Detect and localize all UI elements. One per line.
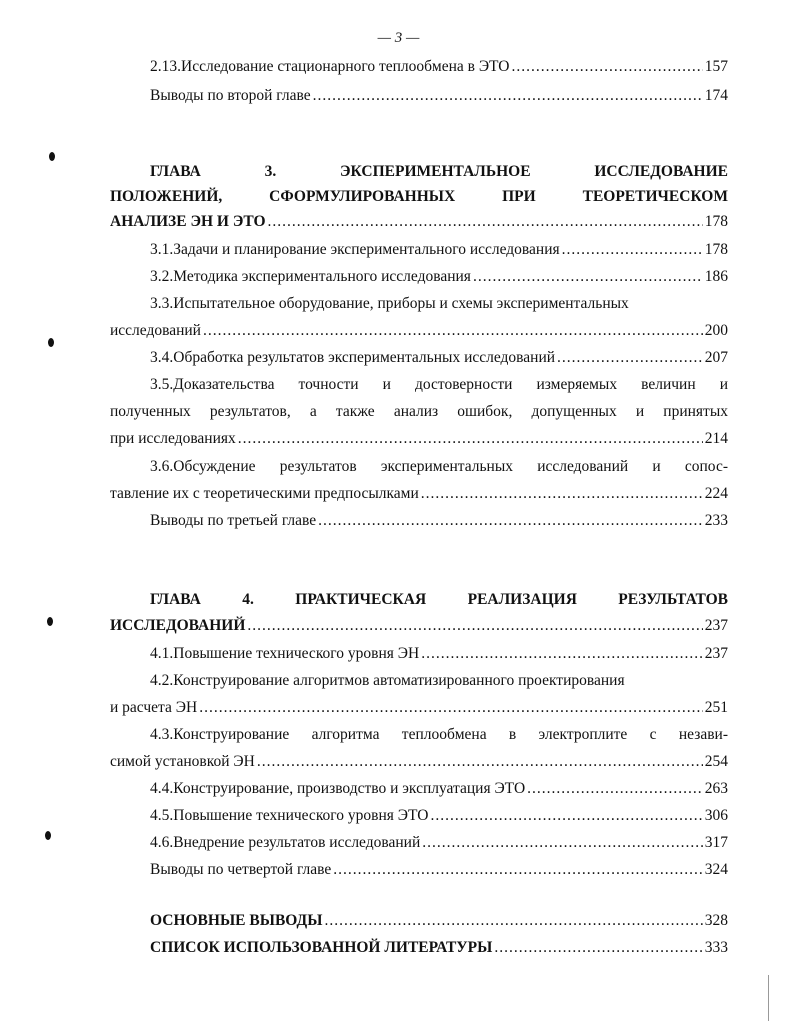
toc-page-number: 233	[704, 512, 728, 529]
dot-leader	[422, 831, 702, 855]
toc-entry-title: исследований	[110, 322, 201, 339]
toc-page-number: 254	[704, 753, 728, 770]
toc-page-number: 251	[704, 699, 728, 716]
toc-entry-3-5[interactable]	[110, 427, 728, 451]
toc-entry-title: тавление их с теоретическими предпосылками	[110, 485, 419, 502]
binder-hole-mark	[45, 831, 51, 840]
toc-page-number: 328	[704, 912, 728, 929]
toc-page-number: 178	[704, 213, 728, 230]
toc-entry-title: АНАЛИЗЕ ЭН И ЭТО	[110, 213, 266, 230]
toc-entry-title: и расчета ЭН	[110, 699, 198, 716]
dot-leader	[473, 265, 703, 289]
dot-leader	[430, 804, 702, 828]
toc-entry-3-5-line-1: 3.5.Доказательства точности и достоверности измеряемых величин и	[150, 376, 728, 393]
toc-entry-4-2[interactable]	[110, 696, 728, 720]
toc-entry-title: ИССЛЕДОВАНИЙ	[110, 617, 246, 634]
binder-hole-mark	[48, 338, 54, 347]
binder-hole-mark	[49, 152, 55, 161]
dot-leader	[512, 55, 703, 79]
dot-leader	[333, 858, 703, 882]
toc-entry-title: 4.5.Повышение технического уровня ЭТО	[150, 807, 429, 824]
toc-page-number: 200	[704, 322, 728, 339]
toc-page-number: 333	[704, 939, 728, 956]
dot-leader	[557, 346, 703, 370]
chapter-3-heading-line-1: ГЛАВА 3. ЭКСПЕРИМЕНТАЛЬНОЕ ИССЛЕДОВАНИЕ	[150, 163, 728, 180]
dot-leader	[238, 427, 703, 451]
toc-entry-3-2[interactable]	[150, 265, 728, 289]
toc-entry-4-3[interactable]	[110, 750, 728, 774]
dot-leader	[494, 936, 702, 960]
toc-entry-3-5-line-2: полученных результатов, а также анализ ошибок, допущенных и принятых	[110, 403, 728, 420]
toc-entry-3-3-line-1: 3.3.Испытательное оборудование, приборы и схемы экспериментальных	[150, 295, 629, 312]
toc-entry-title: ОСНОВНЫЕ ВЫВОДЫ	[150, 912, 323, 929]
toc-page-number: 178	[704, 241, 728, 258]
toc-page-number: 263	[704, 780, 728, 797]
toc-entry-title: 3.1.Задачи и планирование экспериментального исследования	[150, 241, 560, 258]
page-number: — 3 —	[377, 30, 420, 46]
toc-entry-4-1[interactable]	[150, 642, 728, 666]
toc-entry-main-conclusions[interactable]	[150, 909, 728, 933]
toc-entry-3-6-line-1: 3.6.Обсуждение результатов экспериментальных исследований и сопос-	[150, 458, 728, 475]
toc-entry-conclusions-ch3[interactable]	[150, 509, 728, 533]
toc-page-number: 224	[704, 485, 728, 502]
toc-entry-3-6[interactable]	[110, 482, 728, 506]
dot-leader	[421, 642, 703, 666]
toc-entry-chapter-4[interactable]	[110, 614, 728, 638]
scan-edge-line	[768, 975, 769, 1021]
toc-entry-title: Выводы по третьей главе	[150, 512, 317, 529]
dot-leader	[324, 909, 702, 933]
toc-entry-2-13[interactable]	[150, 55, 728, 79]
toc-entry-4-6[interactable]	[150, 831, 728, 855]
toc-page-number: 324	[704, 861, 728, 878]
chapter-3-heading-line-2: ПОЛОЖЕНИЙ, СФОРМУЛИРОВАННЫХ ПРИ ТЕОРЕТИЧЕСКОМ	[110, 188, 728, 205]
toc-page-number: 186	[704, 268, 728, 285]
toc-entry-title: Выводы по четвертой главе	[150, 861, 332, 878]
toc-page-number: 207	[704, 349, 728, 366]
toc-entry-3-3[interactable]	[110, 319, 728, 343]
toc-entry-title: 3.4.Обработка результатов экспериментальных исследований	[150, 349, 556, 366]
dot-leader	[421, 482, 703, 506]
toc-entry-title: СПИСОК ИСПОЛЬЗОВАННОЙ ЛИТЕРАТУРЫ	[150, 939, 493, 956]
dot-leader	[247, 614, 702, 638]
chapter-4-heading-line-1: ГЛАВА 4. ПРАКТИЧЕСКАЯ РЕАЛИЗАЦИЯ РЕЗУЛЬТАТОВ	[150, 591, 728, 608]
toc-page-number: 306	[704, 807, 728, 824]
dot-leader	[313, 84, 703, 108]
toc-entry-4-2-line-1: 4.2.Конструирование алгоритмов автоматизированного проектирования	[150, 672, 625, 689]
toc-entry-chapter-3[interactable]	[110, 210, 728, 234]
toc-entry-title: 4.4.Конструирование, производство и эксплуатация ЭТО	[150, 780, 526, 797]
dot-leader	[562, 238, 703, 262]
toc-entry-title: 4.1.Повышение технического уровня ЭН	[150, 645, 420, 662]
toc-page-number: 317	[704, 834, 728, 851]
toc-entry-references[interactable]	[150, 936, 728, 960]
dot-leader	[203, 319, 703, 343]
toc-entry-conclusions-ch4[interactable]	[150, 858, 728, 882]
dot-leader	[199, 696, 703, 720]
toc-entry-4-3-line-1: 4.3.Конструирование алгоритма теплообмена в электроплите с незави-	[150, 726, 728, 743]
toc-entry-title: 2.13.Исследование стационарного теплообмена в ЭТО	[150, 58, 510, 75]
binder-hole-mark	[47, 617, 53, 626]
dot-leader	[318, 509, 703, 533]
toc-page-number: 237	[704, 645, 728, 662]
toc-page-number: 157	[704, 58, 728, 75]
dot-leader	[257, 750, 703, 774]
dot-leader	[268, 210, 703, 234]
toc-entry-3-4[interactable]	[150, 346, 728, 370]
toc-entry-4-5[interactable]	[150, 804, 728, 828]
toc-entry-3-1[interactable]	[150, 238, 728, 262]
toc-entry-title: 3.2.Методика экспериментального исследования	[150, 268, 471, 285]
toc-page-number: 237	[704, 617, 728, 634]
dot-leader	[527, 777, 703, 801]
toc-entry-title: 4.6.Внедрение результатов исследований	[150, 834, 421, 851]
toc-page-number: 214	[704, 430, 728, 447]
toc-entry-title: симой установкой ЭН	[110, 753, 255, 770]
toc-entry-conclusions-ch2[interactable]	[150, 84, 728, 108]
toc-page-number: 174	[704, 87, 728, 104]
toc-entry-title: при исследованиях	[110, 430, 236, 447]
toc-entry-4-4[interactable]	[150, 777, 728, 801]
toc-entry-title: Выводы по второй главе	[150, 87, 311, 104]
